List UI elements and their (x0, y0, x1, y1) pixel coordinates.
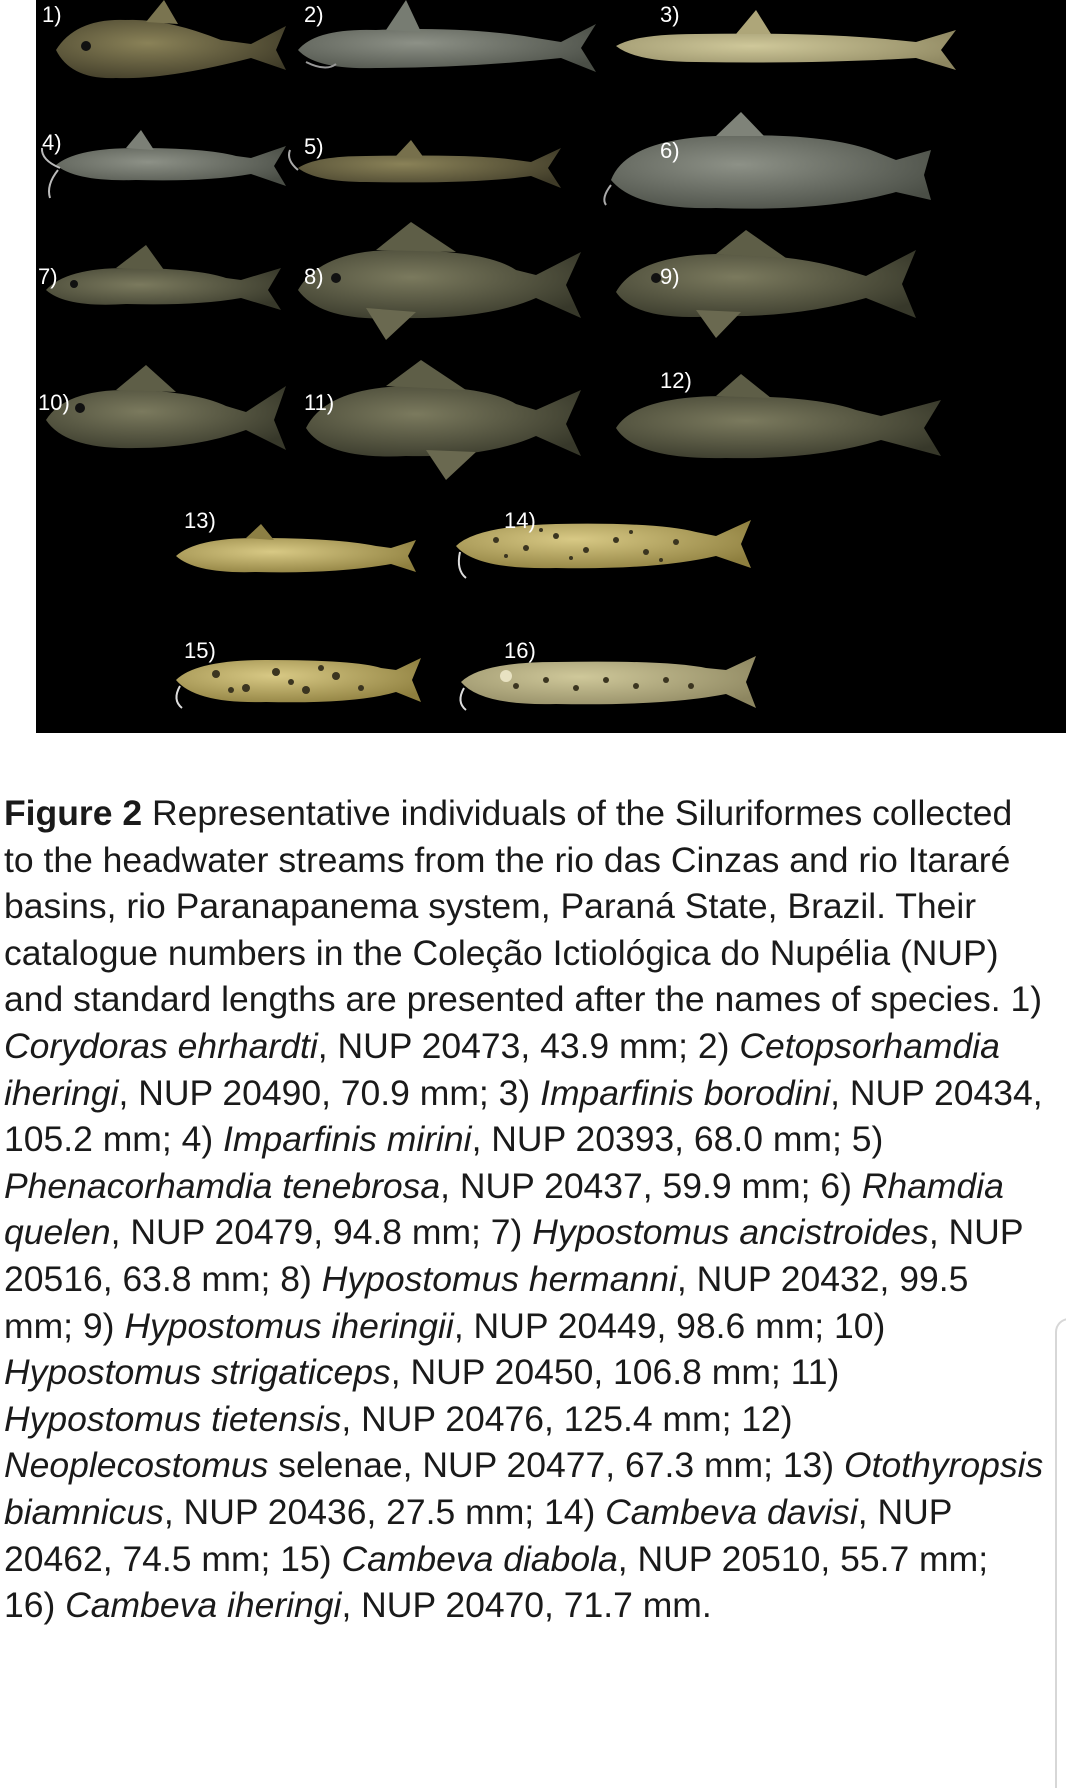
species-entry (280, 1539, 988, 1579)
panel-label-13: 13) (184, 508, 216, 533)
panel-label-12: 12) (660, 368, 692, 393)
species-number: 2) (697, 1025, 740, 1066)
figure-image (36, 0, 1066, 733)
species-details: , NUP 20476, 125.4 mm; (341, 1398, 742, 1439)
panel-label-4: 4) (42, 130, 62, 155)
fish-specimen-6 (604, 112, 931, 209)
fish-specimens-plate (36, 0, 1066, 733)
species-number: 9) (82, 1305, 125, 1346)
species-name: Cambeva diabola (341, 1538, 618, 1579)
species-number: 12) (741, 1398, 793, 1439)
fish-specimen-15 (176, 658, 421, 708)
species-number: 5) (851, 1119, 884, 1160)
fish-specimen-5 (289, 140, 561, 188)
species-number: 15) (280, 1538, 342, 1579)
species-name: Hypostomus iheringii (124, 1305, 454, 1346)
species-details: , NUP 20510, 55.7 mm; (617, 1538, 989, 1579)
species-name: Rhamdia quelen (4, 1165, 1004, 1253)
fish-specimen-10 (46, 365, 286, 450)
species-name: Imparfinis borodini (540, 1072, 831, 1113)
panel-label-10: 10) (38, 390, 70, 415)
species-name: Hypostomus hermanni (321, 1258, 677, 1299)
fish-specimen-8 (298, 222, 581, 340)
species-name: Phenacorhamdia tenebrosa (4, 1165, 441, 1206)
species-name: Cambeva davisi (605, 1491, 858, 1532)
species-details: , NUP 20437, 59.9 mm; (440, 1165, 821, 1206)
fish-specimen-4 (42, 130, 286, 198)
species-name: Corydoras ehrhardti (4, 1025, 318, 1066)
species-number: 10) (834, 1305, 886, 1346)
species-details: , NUP 20516, 63.8 mm; (4, 1212, 1023, 1299)
species-details: , NUP 20449, 98.6 mm; (453, 1305, 834, 1346)
species-name: Hypostomus ancistroides (532, 1212, 929, 1253)
species-details: , NUP 20393, 68.0 mm; (471, 1119, 852, 1160)
species-number: 8) (280, 1258, 322, 1299)
species-details: , NUP 20432, 99.5 mm; (4, 1258, 969, 1346)
species-name: Hypostomus tietensis (4, 1398, 342, 1439)
figure-caption (4, 790, 1044, 1629)
panel-label-1: 1) (42, 2, 62, 27)
panel-label-2: 2) (304, 2, 324, 27)
species-number: 14) (544, 1491, 606, 1532)
panel-label-8: 8) (304, 264, 324, 289)
species-number: 11) (790, 1352, 840, 1393)
species-number: 1) (1010, 979, 1043, 1020)
fish-specimen-14 (456, 520, 751, 578)
species-name: Cetopsorhamdia iheringi (4, 1025, 1000, 1113)
species-number: 3) (498, 1072, 541, 1113)
species-entry (83, 1306, 834, 1346)
species-name: Imparfinis mirini (223, 1119, 472, 1160)
species-number: 13) (782, 1445, 844, 1486)
species-details: , NUP 20470, 71.7 mm. (341, 1585, 712, 1626)
species-name: Otothyropsis biamnicus (4, 1445, 1044, 1532)
scroll-edge-indicator[interactable] (1055, 1318, 1066, 1788)
panel-label-16: 16) (504, 638, 536, 663)
species-details: , NUP 20479, 94.8 mm; (110, 1212, 491, 1253)
species-name: Cambeva iheringi (65, 1585, 342, 1626)
species-details: , NUP 20434, 105.2 mm; (4, 1072, 1043, 1160)
species-details: , NUP 20473, 43.9 mm; (317, 1025, 698, 1066)
species-number: 6) (820, 1165, 862, 1206)
panel-label-7: 7) (38, 264, 58, 289)
fish-specimen-7 (46, 245, 281, 310)
fish-specimen-16 (460, 656, 756, 710)
panel-label-11: 11) (304, 390, 335, 415)
species-list (4, 979, 1043, 1625)
species-number: 7) (490, 1212, 533, 1253)
species-details: , NUP 20490, 70.9 mm; (118, 1072, 499, 1113)
figure-label: Figure 2 (4, 793, 143, 833)
species-details: , NUP 20436, 27.5 mm; (163, 1491, 544, 1532)
fish-specimen-11 (306, 360, 581, 480)
species-number: 16) (4, 1585, 66, 1626)
caption-intro: Representative individuals of the Siluriformes collected to the headwater streams from the rio das Cinzas and rio Itararé basins, rio Paranapanema system, Paraná State, Brazil. Their catalogue numbers in the Coleção Ictiológica do Nupélia (NUP) and standard lengths are presented after the names of species. (4, 793, 1013, 1020)
species-entry (182, 1119, 852, 1159)
species-entry (4, 1585, 712, 1625)
panel-label-6: 6) (660, 138, 680, 163)
fish-specimen-2 (298, 0, 596, 72)
species-name: Neoplecostomus (4, 1445, 269, 1486)
panel-label-15: 15) (184, 638, 216, 663)
species-details: , NUP 20450, 106.8 mm; (390, 1352, 791, 1393)
species-details: selenae, NUP 20477, 67.3 mm; (268, 1445, 783, 1486)
species-name: Hypostomus strigaticeps (4, 1352, 391, 1393)
species-number: 4) (181, 1119, 224, 1160)
panel-label-5: 5) (304, 134, 324, 159)
species-details: , NUP 20462, 74.5 mm; (4, 1491, 952, 1579)
panel-label-9: 9) (660, 264, 680, 289)
panel-label-14: 14) (504, 508, 536, 533)
panel-label-3: 3) (660, 2, 680, 27)
fish-specimen-1 (56, 0, 286, 78)
